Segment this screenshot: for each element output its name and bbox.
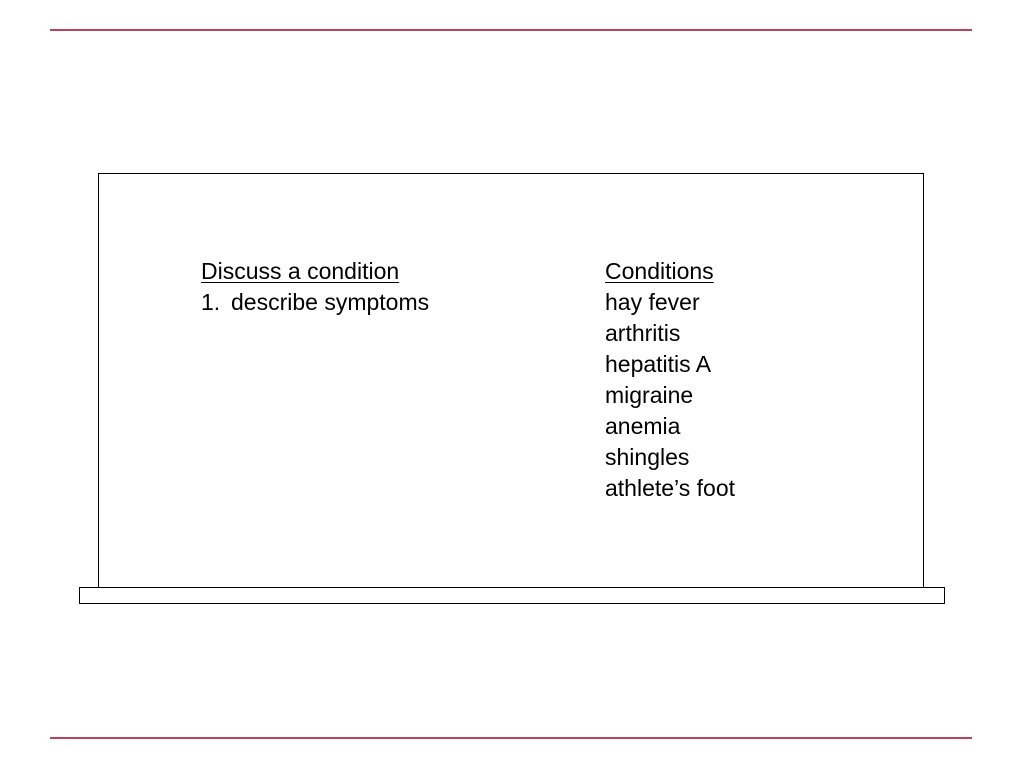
conditions-list	[605, 287, 735, 504]
condition-item: athlete’s foot	[605, 475, 736, 501]
conditions-heading: Conditions	[605, 258, 714, 284]
top-divider-line	[50, 29, 972, 31]
task-column	[201, 256, 429, 318]
condition-item: hepatitis A	[605, 351, 712, 377]
task-step-number: 1.	[201, 289, 221, 315]
task-heading: Discuss a condition	[201, 258, 400, 284]
condition-item: migraine	[605, 382, 694, 408]
task-step-text: describe symptoms	[231, 289, 430, 315]
condition-item: hay fever	[605, 289, 700, 315]
task-step	[201, 287, 429, 318]
whiteboard-ledge	[79, 587, 945, 604]
condition-item: anemia	[605, 413, 681, 439]
conditions-column	[605, 256, 735, 504]
bottom-divider-line	[50, 737, 972, 739]
whiteboard-frame	[98, 173, 924, 588]
condition-item: arthritis	[605, 320, 681, 346]
condition-item: shingles	[605, 444, 690, 470]
